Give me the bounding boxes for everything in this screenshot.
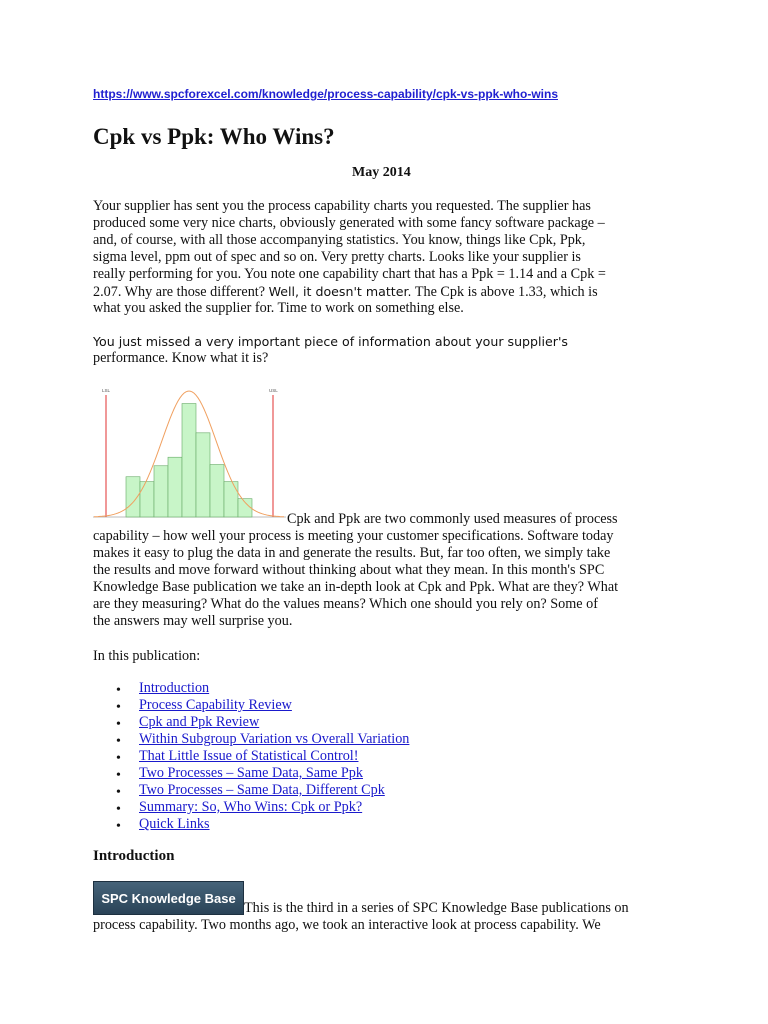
bullet-dot: • <box>116 785 121 800</box>
bullet-dot: • <box>116 819 121 834</box>
bullet-dot: • <box>116 802 121 817</box>
section-heading-introduction: Introduction <box>93 848 175 864</box>
intro-line: This is the third in a series of SPC Knowledge Base publications on <box>244 900 629 916</box>
toc-link-cpk-ppk-review[interactable]: Cpk and Ppk Review <box>139 714 260 730</box>
paragraph-3-line: the answers may well surprise you. <box>93 613 293 629</box>
histogram-bar <box>154 466 168 517</box>
paragraph-1-line: really performing for you. You note one capability chart that has a Ppk = 1.14 and a Cpk = <box>93 266 606 282</box>
toc-link-introduction[interactable]: Introduction <box>139 680 210 696</box>
paragraph-1-line: and, of course, with all those accompanying statistics. You know, things like Cpk, Ppk, <box>93 232 586 248</box>
bullet-dot: • <box>116 717 121 732</box>
histogram-bar <box>196 433 210 517</box>
paragraph-3-line: the results and move forward without thinking about what they mean. In this month's SPC <box>93 562 605 578</box>
toc-link-within-vs-overall[interactable]: Within Subgroup Variation vs Overall Variation <box>139 731 410 747</box>
paragraph-1-line <box>93 283 598 301</box>
paragraph-1-line: what you asked the supplier for. Time to work on something else. <box>93 300 464 316</box>
paragraph-1-text: The Cpk is above 1.33, which is <box>414 284 598 300</box>
paragraph-3-line: Cpk and Ppk are two commonly used measures of process <box>287 511 618 527</box>
intro-line: process capability. Two months ago, we took an interactive look at process capability. We <box>93 917 601 933</box>
capability-histogram <box>92 384 286 522</box>
histogram-bar <box>126 477 140 517</box>
toc-link-statistical-control[interactable]: That Little Issue of Statistical Control! <box>139 748 359 764</box>
bullet-dot: • <box>116 768 121 783</box>
usl-label: USL <box>269 388 278 393</box>
bullet-dot: • <box>116 734 121 749</box>
toc-link-different-cpk[interactable]: Two Processes – Same Data, Different Cpk <box>139 782 385 798</box>
toc-link-summary[interactable]: Summary: So, Who Wins: Cpk or Ppk? <box>139 799 363 815</box>
histogram-bar <box>224 482 238 517</box>
bullet-dot: • <box>116 700 121 715</box>
paragraph-2-line: You just missed a very important piece of information about your supplier's <box>93 334 568 349</box>
paragraph-3-line: Knowledge Base publication we take an in-depth look at Cpk and Ppk. What are they? What <box>93 579 619 595</box>
toc-intro: In this publication: <box>93 648 201 664</box>
bullet-dot: • <box>116 683 121 698</box>
paragraph-1-aside: Well, it doesn't matter. <box>268 284 412 299</box>
histogram-bar <box>238 499 252 517</box>
paragraph-1-line: sigma level, ppm out of spec and so on. Very pretty charts. Looks like your supplier is <box>93 249 581 265</box>
publication-date: May 2014 <box>352 165 411 180</box>
paragraph-1-line: Your supplier has sent you the process capability charts you requested. The supplier has <box>93 198 591 214</box>
paragraph-2-line: performance. Know what it is? <box>93 350 269 366</box>
spc-knowledge-base-badge: SPC Knowledge Base <box>93 881 244 915</box>
toc-link-quick-links[interactable]: Quick Links <box>139 816 210 832</box>
paragraph-3-line: makes it easy to plug the data in and generate the results. But, far too often, we simply take <box>93 545 611 561</box>
histogram-bar <box>210 465 224 517</box>
paragraph-1-line: produced some very nice charts, obviously generated with some fancy software package – <box>93 215 605 231</box>
histogram-bar <box>168 457 182 517</box>
toc-link-same-ppk[interactable]: Two Processes – Same Data, Same Ppk <box>139 765 363 781</box>
histogram-bar <box>140 482 154 517</box>
source-link[interactable]: https://www.spcforexcel.com/knowledge/process-capability/cpk-vs-ppk-who-wins <box>93 87 558 101</box>
bullet-dot: • <box>116 751 121 766</box>
paragraph-3-line: capability – how well your process is meeting your customer specifications. Software today <box>93 528 614 544</box>
page-title: Cpk vs Ppk: Who Wins? <box>93 124 335 149</box>
histogram-bar <box>182 404 196 517</box>
toc-link-process-capability-review[interactable]: Process Capability Review <box>139 697 292 713</box>
lsl-label: LSL <box>102 388 111 393</box>
paragraph-1-text: 2.07. Why are those different? <box>93 284 266 300</box>
paragraph-3-line: are they measuring? What do the values means? Which one should you rely on? Some of <box>93 596 598 612</box>
